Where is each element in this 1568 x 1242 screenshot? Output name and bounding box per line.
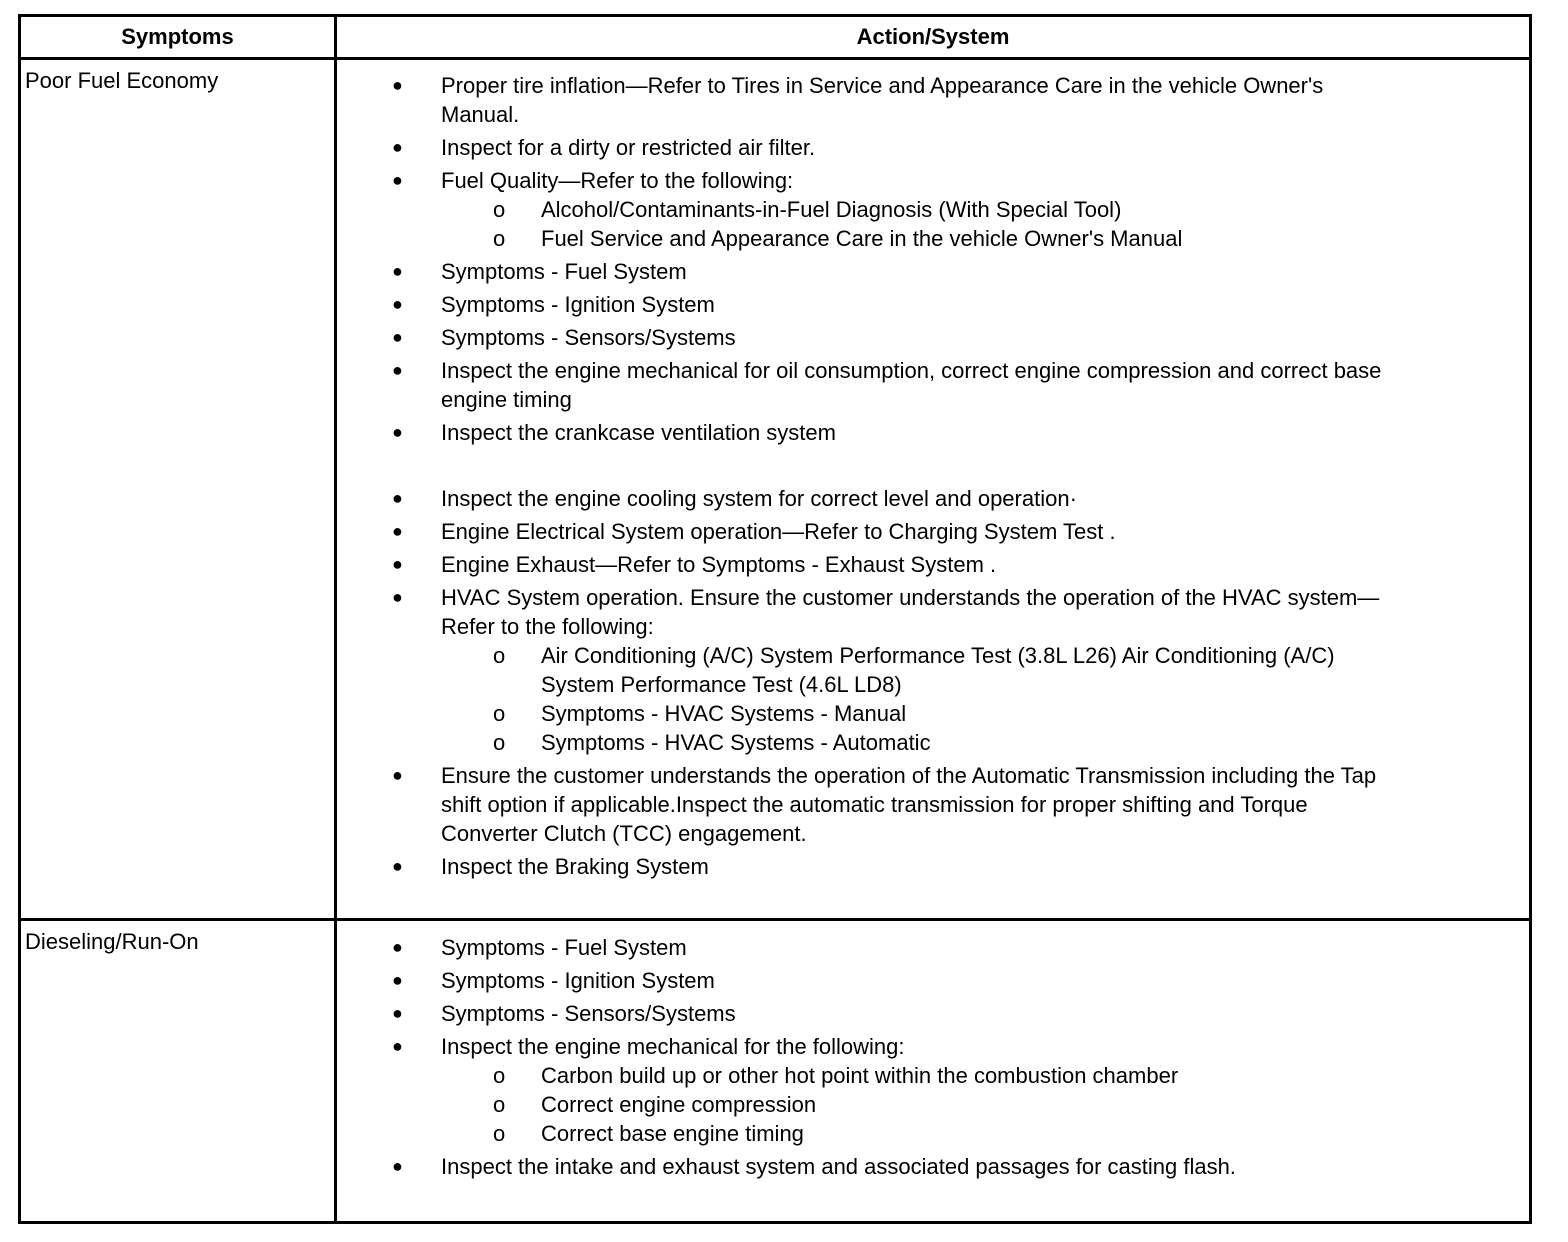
item-text: Air Conditioning (A/C) System Performance Test (3.8L L26) Air Conditioning (A/C) System Performance Test (4.6L LD8) xyxy=(541,643,1335,697)
bullet-icon: ● xyxy=(392,587,403,607)
bullet-icon: ● xyxy=(392,422,403,442)
item-text: Symptoms - Sensors/Systems xyxy=(441,325,736,350)
list-item xyxy=(337,71,1529,129)
bullet-icon: ● xyxy=(392,261,403,281)
bullet-icon: ● xyxy=(392,170,403,190)
bullet-icon: ● xyxy=(392,765,403,785)
list-item xyxy=(337,323,1529,352)
bullet-icon: ● xyxy=(392,856,403,876)
list-item xyxy=(337,933,1529,962)
list-item xyxy=(337,418,1529,447)
item-text: Inspect the engine mechanical for oil consumption, correct engine compression and correct base engine timing xyxy=(441,358,1382,412)
bullet-icon: ● xyxy=(392,1156,403,1176)
circle-bullet-icon: o xyxy=(493,1092,506,1117)
sub-list-item xyxy=(337,1061,1529,1090)
bullet-icon: ● xyxy=(392,360,403,380)
list-item xyxy=(337,550,1529,579)
circle-bullet-icon: o xyxy=(493,730,506,755)
list-item xyxy=(337,1032,1529,1061)
item-text: Engine Electrical System operation—Refer to Charging System Test . xyxy=(441,519,1116,544)
sub-list-item xyxy=(337,728,1529,757)
circle-bullet-icon: o xyxy=(493,701,506,726)
item-text: Fuel Service and Appearance Care in the vehicle Owner's Manual xyxy=(541,226,1183,251)
bullet-icon: ● xyxy=(392,75,403,95)
bullet-icon: ● xyxy=(392,521,403,541)
bullet-icon: ● xyxy=(392,1003,403,1023)
header-divider xyxy=(21,57,1529,60)
item-text: Engine Exhaust—Refer to Symptoms - Exhaust System . xyxy=(441,552,997,577)
item-text: Symptoms - Fuel System xyxy=(441,259,687,284)
sub-list-item xyxy=(337,699,1529,728)
list-item xyxy=(337,999,1529,1028)
item-text: Symptoms - Ignition System xyxy=(441,292,715,317)
list-item xyxy=(337,761,1529,848)
item-text: Alcohol/Contaminants-in-Fuel Diagnosis (With Special Tool) xyxy=(541,197,1122,222)
list-item xyxy=(337,966,1529,995)
item-text: Inspect for a dirty or restricted air filter. xyxy=(441,135,816,160)
sub-list-item xyxy=(337,195,1529,224)
item-text: Proper tire inflation—Refer to Tires in Service and Appearance Care in the vehicle Owner's Manual. xyxy=(441,73,1324,127)
item-text: Carbon build up or other hot point within the combustion chamber xyxy=(541,1063,1179,1088)
sub-list-item xyxy=(337,1090,1529,1119)
bullet-icon: ● xyxy=(392,327,403,347)
action-list-poor-fuel-economy xyxy=(337,71,1529,885)
list-item xyxy=(337,517,1529,546)
bullet-icon: ● xyxy=(392,554,403,574)
item-text: Inspect the crankcase ventilation system xyxy=(441,420,836,445)
item-text: Symptoms - HVAC Systems - Automatic xyxy=(541,730,931,755)
bullet-icon: ● xyxy=(392,488,403,508)
list-item xyxy=(337,257,1529,286)
header-action-system: Action/System xyxy=(856,24,1010,49)
circle-bullet-icon: o xyxy=(493,1121,506,1146)
list-item xyxy=(337,484,1529,513)
sub-list-item xyxy=(337,1119,1529,1148)
sub-list-item xyxy=(337,641,1529,699)
bullet-icon: ● xyxy=(392,1036,403,1056)
circle-bullet-icon: o xyxy=(493,643,506,668)
item-text: Inspect the Braking System xyxy=(441,854,709,879)
sub-list-item xyxy=(337,224,1529,253)
item-text: Symptoms - HVAC Systems - Manual xyxy=(541,701,907,726)
header-symptoms: Symptoms xyxy=(121,24,234,49)
circle-bullet-icon: o xyxy=(493,197,506,222)
item-text: Correct base engine timing xyxy=(541,1121,804,1146)
item-text: Inspect the intake and exhaust system and associated passages for casting flash. xyxy=(441,1154,1236,1179)
list-item xyxy=(337,583,1529,641)
row-divider xyxy=(21,918,1529,921)
item-text: Ensure the customer understands the operation of the Automatic Transmission including the Tap shift option if applicable.Inspect the automatic transmission for proper shifting and Torque Converter Clutch (TCC) engagement. xyxy=(441,763,1377,846)
item-text: Symptoms - Fuel System xyxy=(441,935,687,960)
symptom-poor-fuel-economy: Poor Fuel Economy xyxy=(25,68,219,93)
item-text: Correct engine compression xyxy=(541,1092,817,1117)
list-item xyxy=(337,133,1529,162)
item-text: Symptoms - Sensors/Systems xyxy=(441,1001,736,1026)
circle-bullet-icon: o xyxy=(493,1063,506,1088)
bullet-icon: ● xyxy=(392,970,403,990)
item-text: HVAC System operation. Ensure the customer understands the operation of the HVAC system— Refer to the following: xyxy=(441,585,1380,639)
list-item xyxy=(337,1152,1529,1181)
symptom-dieseling-run-on: Dieseling/Run-On xyxy=(25,929,199,954)
symptoms-table xyxy=(18,14,1532,1224)
spacer xyxy=(337,451,1529,480)
circle-bullet-icon: o xyxy=(493,226,506,251)
action-list-dieseling-run-on xyxy=(337,933,1529,1185)
list-item xyxy=(337,166,1529,195)
item-text: Inspect the engine mechanical for the following: xyxy=(441,1034,905,1059)
bullet-icon: ● xyxy=(392,937,403,957)
list-item xyxy=(337,356,1529,414)
item-text: Inspect the engine cooling system for correct level and operation· xyxy=(441,486,1077,511)
list-item xyxy=(337,290,1529,319)
list-item xyxy=(337,852,1529,881)
bullet-icon: ● xyxy=(392,294,403,314)
item-text: Symptoms - Ignition System xyxy=(441,968,715,993)
bullet-icon: ● xyxy=(392,137,403,157)
item-text: Fuel Quality—Refer to the following: xyxy=(441,168,794,193)
